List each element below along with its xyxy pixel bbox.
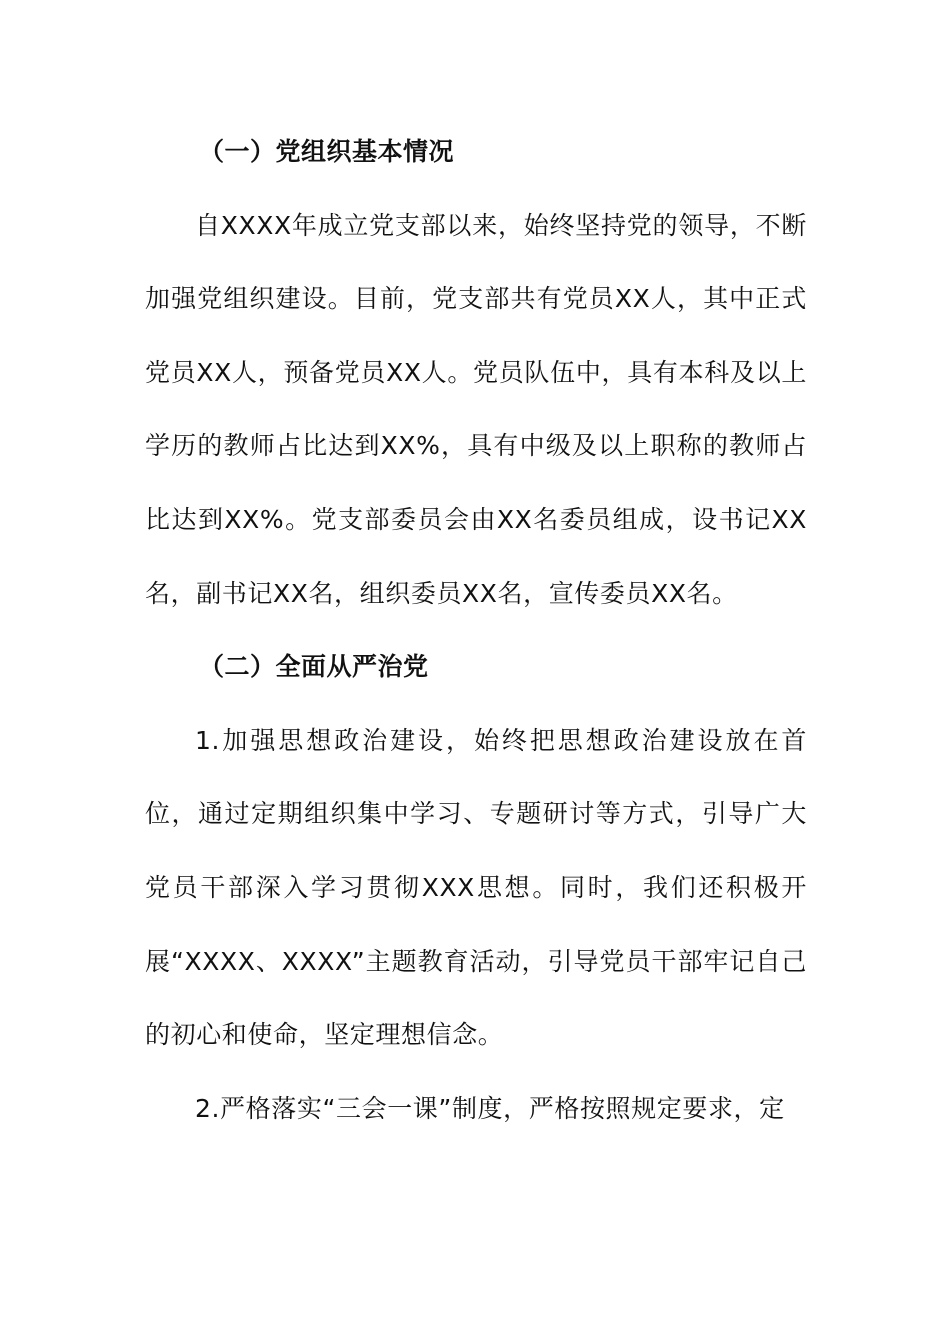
section-1-paragraph: 自XXXX年成立党支部以来，始终坚持党的领导，不断加强党组织建设。目前，党支部共有党员XX人，其中正式党员XX人，预备党员XX人。党员队伍中，具有本科及以上学历的教师占比达到XX%，具有中级及以上职称的教师占比达到XX%。党支部委员会由XX名委员组成，设书记XX名，副书记XX名，组织委员XX名，宣传委员XX名。 [145, 210, 807, 608]
section-2-paragraph-2: 2.严格落实“三会一课”制度，严格按照规定要求，定 [195, 1093, 785, 1123]
section-heading-2: （二）全面从严治党 [199, 652, 429, 682]
document-body [145, 115, 807, 1145]
section-2-paragraph-1: 1.加强思想政治建设，始终把思想政治建设放在首位，通过定期组织集中学习、专题研讨等方式，引导广大党员干部深入学习贯彻XXX思想。同时，我们还积极开展“XXXX、XXXX”主题教育活动，引导党员干部牢记自己的初心和使命，坚定理想信念。 [145, 725, 807, 1050]
section-heading-1: （一）党组织基本情况 [199, 137, 455, 166]
